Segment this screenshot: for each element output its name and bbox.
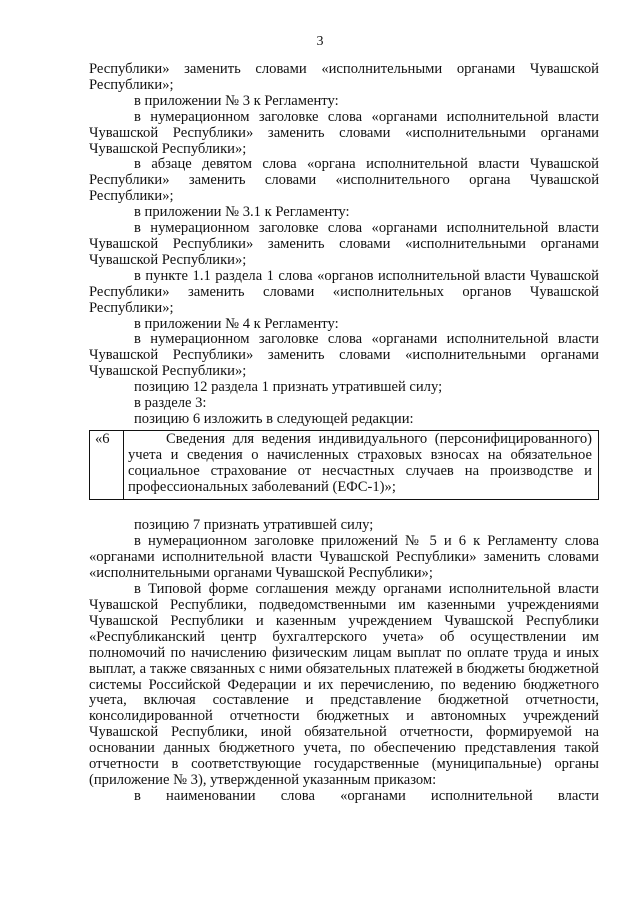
position-number-cell: «6	[90, 431, 124, 500]
paragraph: в приложении № 3.1 к Регламенту:	[134, 204, 350, 221]
paragraph: в приложении № 4 к Регламенту:	[134, 315, 339, 332]
paragraph: в приложении № 3 к Регламенту:	[134, 92, 339, 109]
position-text-cell: Сведения для ведения индивидуального (персонифицированного) учета и сведения о начисленных страховых взносах на обязательное социальное страхование от несчастных случаев на производстве и профессиональных заболеваний (ЕФС-1)»;	[128, 430, 592, 495]
paragraph: позицию 7 признать утратившей силу;	[134, 517, 374, 534]
paragraph: Республики» заменить словами «исполнительными органами Чувашской Республики»;	[89, 61, 599, 93]
paragraph: в абзаце девятом слова «органа исполнительной власти Чувашской Республики» заменить словами «исполнительного органа Чувашской Республики»;	[89, 156, 599, 205]
paragraph: в наименовании слова «органами исполнительной власти	[134, 787, 599, 804]
paragraph: в пункте 1.1 раздела 1 слова «органов исполнительной власти Чувашской Республики» заменить словами «исполнительных органов Чувашской Республики»;	[89, 267, 599, 316]
paragraphs-before-table	[89, 62, 599, 428]
page-number: 3	[316, 34, 324, 49]
position-table	[89, 430, 599, 501]
paragraph: в нумерационном заголовке слова «органами исполнительной власти Чувашской Республики» заменить словами «исполнительными органами Чувашской Республики»;	[89, 220, 599, 268]
document-body	[89, 62, 599, 805]
paragraph: в нумерационном заголовке слова «органами исполнительной власти Чувашской Республики» заменить словами «исполнительными органами Чувашской Республики»;	[89, 108, 599, 157]
paragraph: в разделе 3:	[134, 395, 207, 412]
paragraph: позицию 6 изложить в следующей редакции:	[134, 410, 414, 427]
paragraph: в нумерационном заголовке слова «органами исполнительной власти Чувашской Республики» заменить словами «исполнительными органами Чувашской Республики»;	[89, 331, 599, 380]
paragraph: позицию 12 раздела 1 признать утратившей силу;	[134, 379, 443, 396]
paragraph: в нумерационном заголовке приложений № 5 и 6 к Регламенту слова «органами исполнительной власти Чувашской Республики» заменить словами «исполнительными органами Чувашской Республики»;	[89, 533, 599, 582]
paragraph: в Типовой форме соглашения между органами исполнительной власти Чувашской Республики, подведомственными им казенными учреждениями Чувашской Республики и казенным учреждением Чувашской Республики «Республиканский центр бухгалтерского учета» об осуществлении им полномочий по начислению физическим лицам выплат по оплате труда и иных выплат, а также связанных с ними обязательных платежей в бюджеты бюджетной системы Российской Федерации и их перечислению, по ведению бюджетного учета, включая составление и представление бюджетной отчетности, консолидированной отчетности бюджетных и автономных учреждений Чувашской Республики, иной обязательной отчетности, формируемой на основании данных бюджетного учета, по обеспечению представления такой отчетности в соответствующие государственные (муниципальные) органы (приложение № 3), утвержденной указанным приказом:	[89, 581, 599, 788]
paragraphs-after-table	[89, 518, 599, 804]
